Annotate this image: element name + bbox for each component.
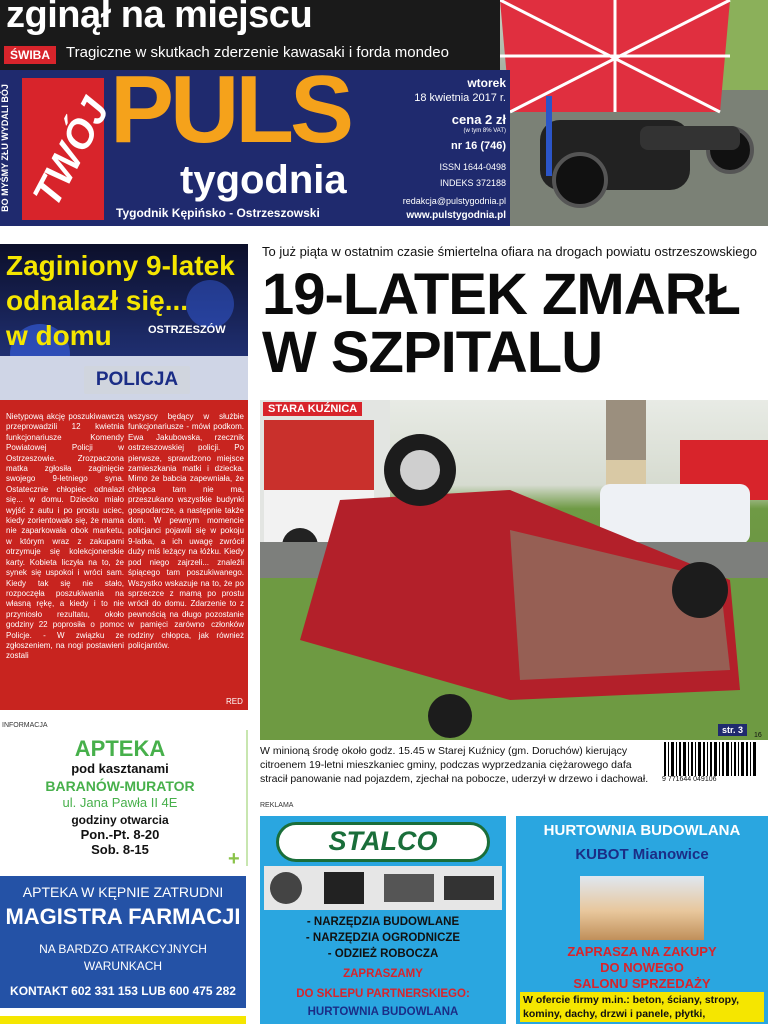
- stalco-item-2: - NARZĘDZIA OGRODNICZE: [305, 932, 461, 944]
- crash-caption: W minioną środę około godz. 15.45 w Starej Kuźnicy (gm. Doruchów) kierujący citroenem 19-letni mieszkaniec gminy, podczas wyprzedzania ciężarowego dafa stracił panowanie nad pojazdem, zjechał na pobocze, uderzył w drzewo i dachował.: [260, 745, 649, 785]
- job-ad-contact: KONTAKT 602 331 153 LUB 600 475 282: [10, 984, 236, 998]
- job-ad-position: MAGISTRA FARMACJI: [5, 904, 241, 929]
- bottom-ad-strip: [0, 1016, 246, 1024]
- issue-date: 18 kwietnia 2017 r.: [414, 92, 506, 104]
- issue-vat: (w tym 8% VAT): [463, 128, 506, 134]
- barcode-bars: [662, 742, 764, 776]
- stalco-logo: STALCO: [328, 826, 438, 856]
- issn: ISSN 1644-0498: [439, 162, 506, 172]
- pharmacy-hours-saturday: Sob. 8-15: [91, 842, 149, 857]
- stalco-wholesale: HURTOWNIA BUDOWLANA: [307, 1006, 459, 1018]
- location-tag: ŚWIBA: [4, 46, 56, 64]
- masthead-motto: BO MYŚMY ZŁU WYDALI BÓJ: [0, 84, 10, 212]
- pharmacy-subtitle: pod kasztanami: [71, 761, 169, 776]
- barcode-digits: 9 771644 049106: [662, 776, 717, 783]
- motorcycle-crash-photo: [500, 0, 768, 226]
- missing-headline-line-2: odnalazł się...: [6, 285, 189, 316]
- tools-illustration: [264, 866, 502, 910]
- stalco-item-3: - ODZIEŻ ROBOCZA: [327, 948, 439, 960]
- index-number: INDEKS 372188: [439, 178, 506, 188]
- job-ad-line-4: WARUNKACH: [83, 959, 163, 973]
- issue-day: wtorek: [467, 76, 506, 90]
- issue-number: nr 16 (746): [450, 140, 506, 152]
- pharmacy-hours-label: godziny otwarcia: [71, 813, 169, 827]
- kubot-name: KUBOT Mianowice: [575, 846, 709, 863]
- kubot-line-1: ZAPRASZA NA ZAKUPY: [567, 944, 717, 959]
- missing-headline-line-1: Zaginiony 9-latek: [6, 250, 235, 281]
- barcode: [662, 732, 764, 790]
- pharmacy-title: APTEKA: [74, 736, 166, 761]
- missing-headline-line-3: w domu: [6, 320, 112, 351]
- lead-headline[interactable]: [262, 262, 740, 385]
- pharmacy-address: ul. Jana Pawła II 4E: [62, 795, 178, 810]
- lead-headline-line-1: 19-LATEK ZMARŁ: [262, 262, 740, 327]
- article-signature: RED: [226, 697, 243, 706]
- police-sign: POLICJA: [84, 366, 190, 394]
- crash-location-tag: STARA KUŹNICA: [263, 402, 362, 416]
- overturned-car-illustration: [260, 400, 768, 740]
- stalco-partner-shop: DO SKLEPU PARTNERSKIEGO:: [296, 988, 470, 1000]
- job-ad-line-3: NA BARDZO ATRAKCYJNYCH: [39, 942, 207, 956]
- twoj-word: TWÓJ: [24, 90, 118, 214]
- masthead-subtitle: Tygodnik Kępińsko - Ostrzeszowski: [116, 206, 320, 220]
- pharmacy-name: BARANÓW-MURATOR: [45, 778, 195, 794]
- lead-kicker: To już piąta w ostatnim czasie śmiertelna ofiara na drogach powiatu ostrzeszowskiego: [262, 244, 757, 259]
- barcode-issue: 16: [754, 732, 762, 739]
- kubot-offer: W ofercie firmy m.in.: beton, ściany, stropy, kominy, dachy, drzwi i panele, płytki,: [520, 992, 764, 1022]
- kubot-line-2: DO NOWEGO: [600, 960, 684, 975]
- car-crash-photo: [260, 400, 768, 740]
- missing-article-col-2: wszyscy będący w służbie funkcjonariusze - mówi podkom. Ewa Jakubowska, rzecznik ostrzeszowskiej policji. Po pierwsze, sprawdzono miejsce zamieszkania matki i dziecka. Mimo że babcia zapewniała, że chłopca tam nie ma, przeszukano wszystkie budynki gospodarcze, a następnie także dom. W pewnym momencie policjanci pojawili się w pokoju 9-latka, a ich uwagę zwrócił duży miś leżący na łóżku. Kiedy pod niego zajrzeli... znaleźli śpiącego tam poszukiwanego. Wszystko wskazuje na to, że po sprzeczce z mamą po prostu wrócił do domu. Zdarzenie to z pewnością na długo pozostanie w pamięci zarówno członków rodziny chłopca, jak również policjantów.: [128, 412, 244, 650]
- job-ad-line-1: APTEKA W KĘPNIE ZATRUDNI: [22, 884, 224, 900]
- missing-article-col-1: Nietypową akcję poszukiwawczą przeprowadzili 12 kwietnia funkcjonariusze Komendy Powiatowej Policji w Ostrzeszowie. Zrozpaczona matka zgłosiła zaginięcie swojego 9-letniego syna. Ostatecznie chłopiec odnalazł się... w domu. Dziecko miało wyjść z autu i po prostu uciec, kiedy zorientowało się, że mama nie zaparkowała obok marketu, w którym wraz z zakupami otrzymuje się kolekcjonerskie karty. Kobieta liczyła na to, że synek się uspokoi i wróci sam. Kiedy tak się nie stało, rozpoczęła poszukiwania na własną rękę, a kiedy i to nie przyniosło rezultatu, około godziny 22 poprosiła o pomoc Policje. - W związku ze zgłoszeniem, na nogi postawieni zostali: [6, 412, 124, 661]
- ad-label: REKLAMA: [260, 802, 294, 809]
- kubot-title: HURTOWNIA BUDOWLANA: [543, 822, 741, 839]
- info-label: INFORMACJA: [2, 722, 48, 729]
- email-link[interactable]: redakcja@pulstygodnia.pl: [402, 196, 506, 206]
- kubot-line-3: SALONU SPRZEDAŻY: [573, 976, 711, 991]
- top-headline[interactable]: zginął na miejscu: [6, 0, 313, 36]
- missing-child-location: OSTRZESZÓW: [148, 324, 226, 336]
- missing-child-headline[interactable]: [6, 248, 235, 353]
- page-reference[interactable]: str. 3: [718, 724, 747, 736]
- pharmacy-hours-weekday: Pon.-Pt. 8-20: [80, 827, 160, 842]
- top-subheadline[interactable]: Tragiczne w skutkach zderzenie kawasaki i forda mondeo: [66, 44, 449, 61]
- kubot-building-photo: [580, 876, 704, 940]
- issue-price: cena 2 zł: [451, 112, 506, 127]
- masthead-tygodnia: tygodnia: [180, 158, 347, 202]
- motorcycle-crash-illustration: [500, 0, 768, 226]
- web-link[interactable]: www.pulstygodnia.pl: [406, 210, 506, 221]
- masthead-puls[interactable]: PULS: [110, 56, 351, 163]
- pharmacy-cross-icon: +: [228, 848, 240, 870]
- stalco-invite: ZAPRASZAMY: [343, 968, 423, 980]
- tools-photo: [264, 866, 502, 910]
- lead-headline-line-2: W SZPITALU: [262, 320, 603, 385]
- stalco-item-1: - NARZĘDZIA BUDOWLANE: [306, 916, 460, 928]
